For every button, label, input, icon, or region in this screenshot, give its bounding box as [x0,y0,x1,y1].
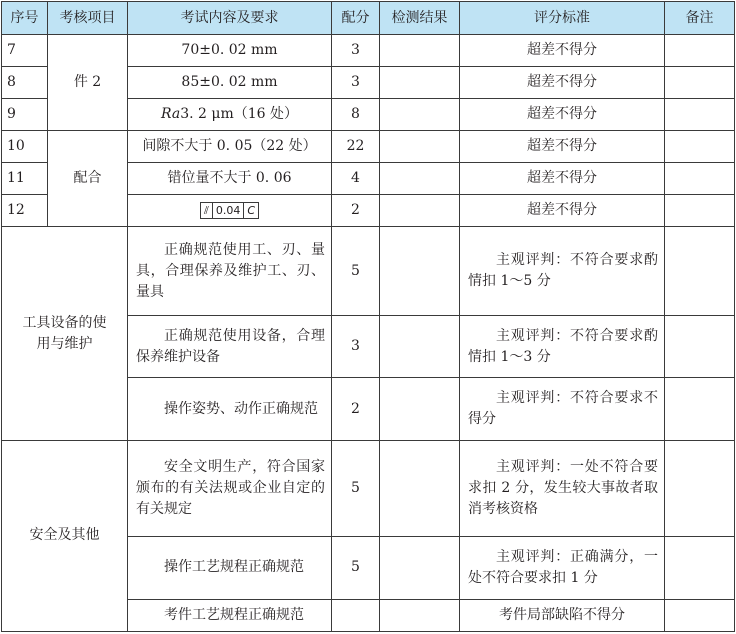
datum-letter: C [243,203,258,218]
parallelism-icon: ⫽ [203,203,209,217]
header-result: 检测结果 [380,2,460,35]
row-score: 5 [332,440,380,536]
row-result [380,227,460,316]
row-standard: 超差不得分 [460,195,665,227]
header-item: 考核项目 [48,2,128,35]
roughness-symbol: Ra [160,106,181,123]
row-content: 间隙不大于 0. 05（22 处） [128,131,332,163]
row-standard: 主观评判：不符合要求不得分 [460,378,665,440]
row-content: 正确规范使用设备，合理保养维护设备 [128,316,332,378]
row-standard: 主观评判：正确满分，一处不符合要求扣 1 分 [460,536,665,599]
row-result [380,378,460,440]
row-content: 正确规范使用工、刃、量具，合理保养及维护工、刃、量具 [128,227,332,316]
row-result [380,536,460,599]
group-safety: 安全及其他 [2,440,128,631]
row-seq: 8 [2,67,48,99]
row-score: 5 [332,536,380,599]
row-content [128,99,332,131]
row-seq: 9 [2,99,48,131]
row-score: 5 [332,227,380,316]
row-remark [665,536,735,599]
group-part2: 件 2 [48,35,128,131]
group-fit: 配合 [48,131,128,227]
header-seq: 序号 [2,2,48,35]
row-result [380,99,460,131]
row-result [380,316,460,378]
row-standard: 主观评判：不符合要求酌情扣 1～3 分 [460,316,665,378]
row-result [380,131,460,163]
row-score: 3 [332,316,380,378]
header-remark: 备注 [665,2,735,35]
row-score: 4 [332,163,380,195]
row-result [380,163,460,195]
row-score: 2 [332,378,380,440]
header-content: 考试内容及要求 [128,2,332,35]
row-result [380,599,460,631]
row-standard: 超差不得分 [460,163,665,195]
row-content: 70±0. 02 mm [128,35,332,67]
row-standard: 主观评判：一处不符合要求扣 2 分，发生较大事故者取消考核资格 [460,440,665,536]
row-content: 85±0. 02 mm [128,67,332,99]
row-remark [665,440,735,536]
row-remark [665,131,735,163]
row-score: 22 [332,131,380,163]
row-standard: 超差不得分 [460,99,665,131]
row-score: 2 [332,195,380,227]
table-row [2,131,735,163]
row-seq: 10 [2,131,48,163]
row-score: 3 [332,35,380,67]
row-remark [665,99,735,131]
row-content: 操作工艺规程正确规范 [128,536,332,599]
row-content: 操作姿势、动作正确规范 [128,378,332,440]
row-seq: 7 [2,35,48,67]
row-result [380,67,460,99]
row-standard: 超差不得分 [460,35,665,67]
row-score: 8 [332,99,380,131]
row-remark [665,67,735,99]
header-standard: 评分标准 [460,2,665,35]
row-standard: 超差不得分 [460,67,665,99]
row-score: 3 [332,67,380,99]
row-score [332,599,380,631]
row-standard: 主观评判：不符合要求酌情扣 1～5 分 [460,227,665,316]
row-remark [665,35,735,67]
group-tools-label: 工具设备的使用与维护 [22,314,107,352]
row-result [380,195,460,227]
row-remark [665,195,735,227]
roughness-value: 3. 2 μm（16 处） [180,106,299,123]
row-seq: 12 [2,195,48,227]
group-tools [2,227,128,440]
tolerance-value: 0.04 [212,203,244,218]
row-content: 安全文明生产，符合国家颁布的有关法规或企业自定的有关规定 [128,440,332,536]
row-content [128,195,332,227]
row-content: 考件工艺规程正确规范 [128,599,332,631]
row-seq: 11 [2,163,48,195]
row-standard: 考件局部缺陷不得分 [460,599,665,631]
header-score: 配分 [332,2,380,35]
table-row [2,440,735,536]
row-content: 错位量不大于 0. 06 [128,163,332,195]
row-remark [665,316,735,378]
row-remark [665,163,735,195]
table-row [2,35,735,67]
row-standard: 超差不得分 [460,131,665,163]
parallelism-frame [200,202,259,219]
row-result [380,440,460,536]
row-remark [665,599,735,631]
header-row [2,2,735,35]
row-remark [665,378,735,440]
scoring-table [1,1,735,632]
row-remark [665,227,735,316]
table-row [2,227,735,316]
row-result [380,35,460,67]
